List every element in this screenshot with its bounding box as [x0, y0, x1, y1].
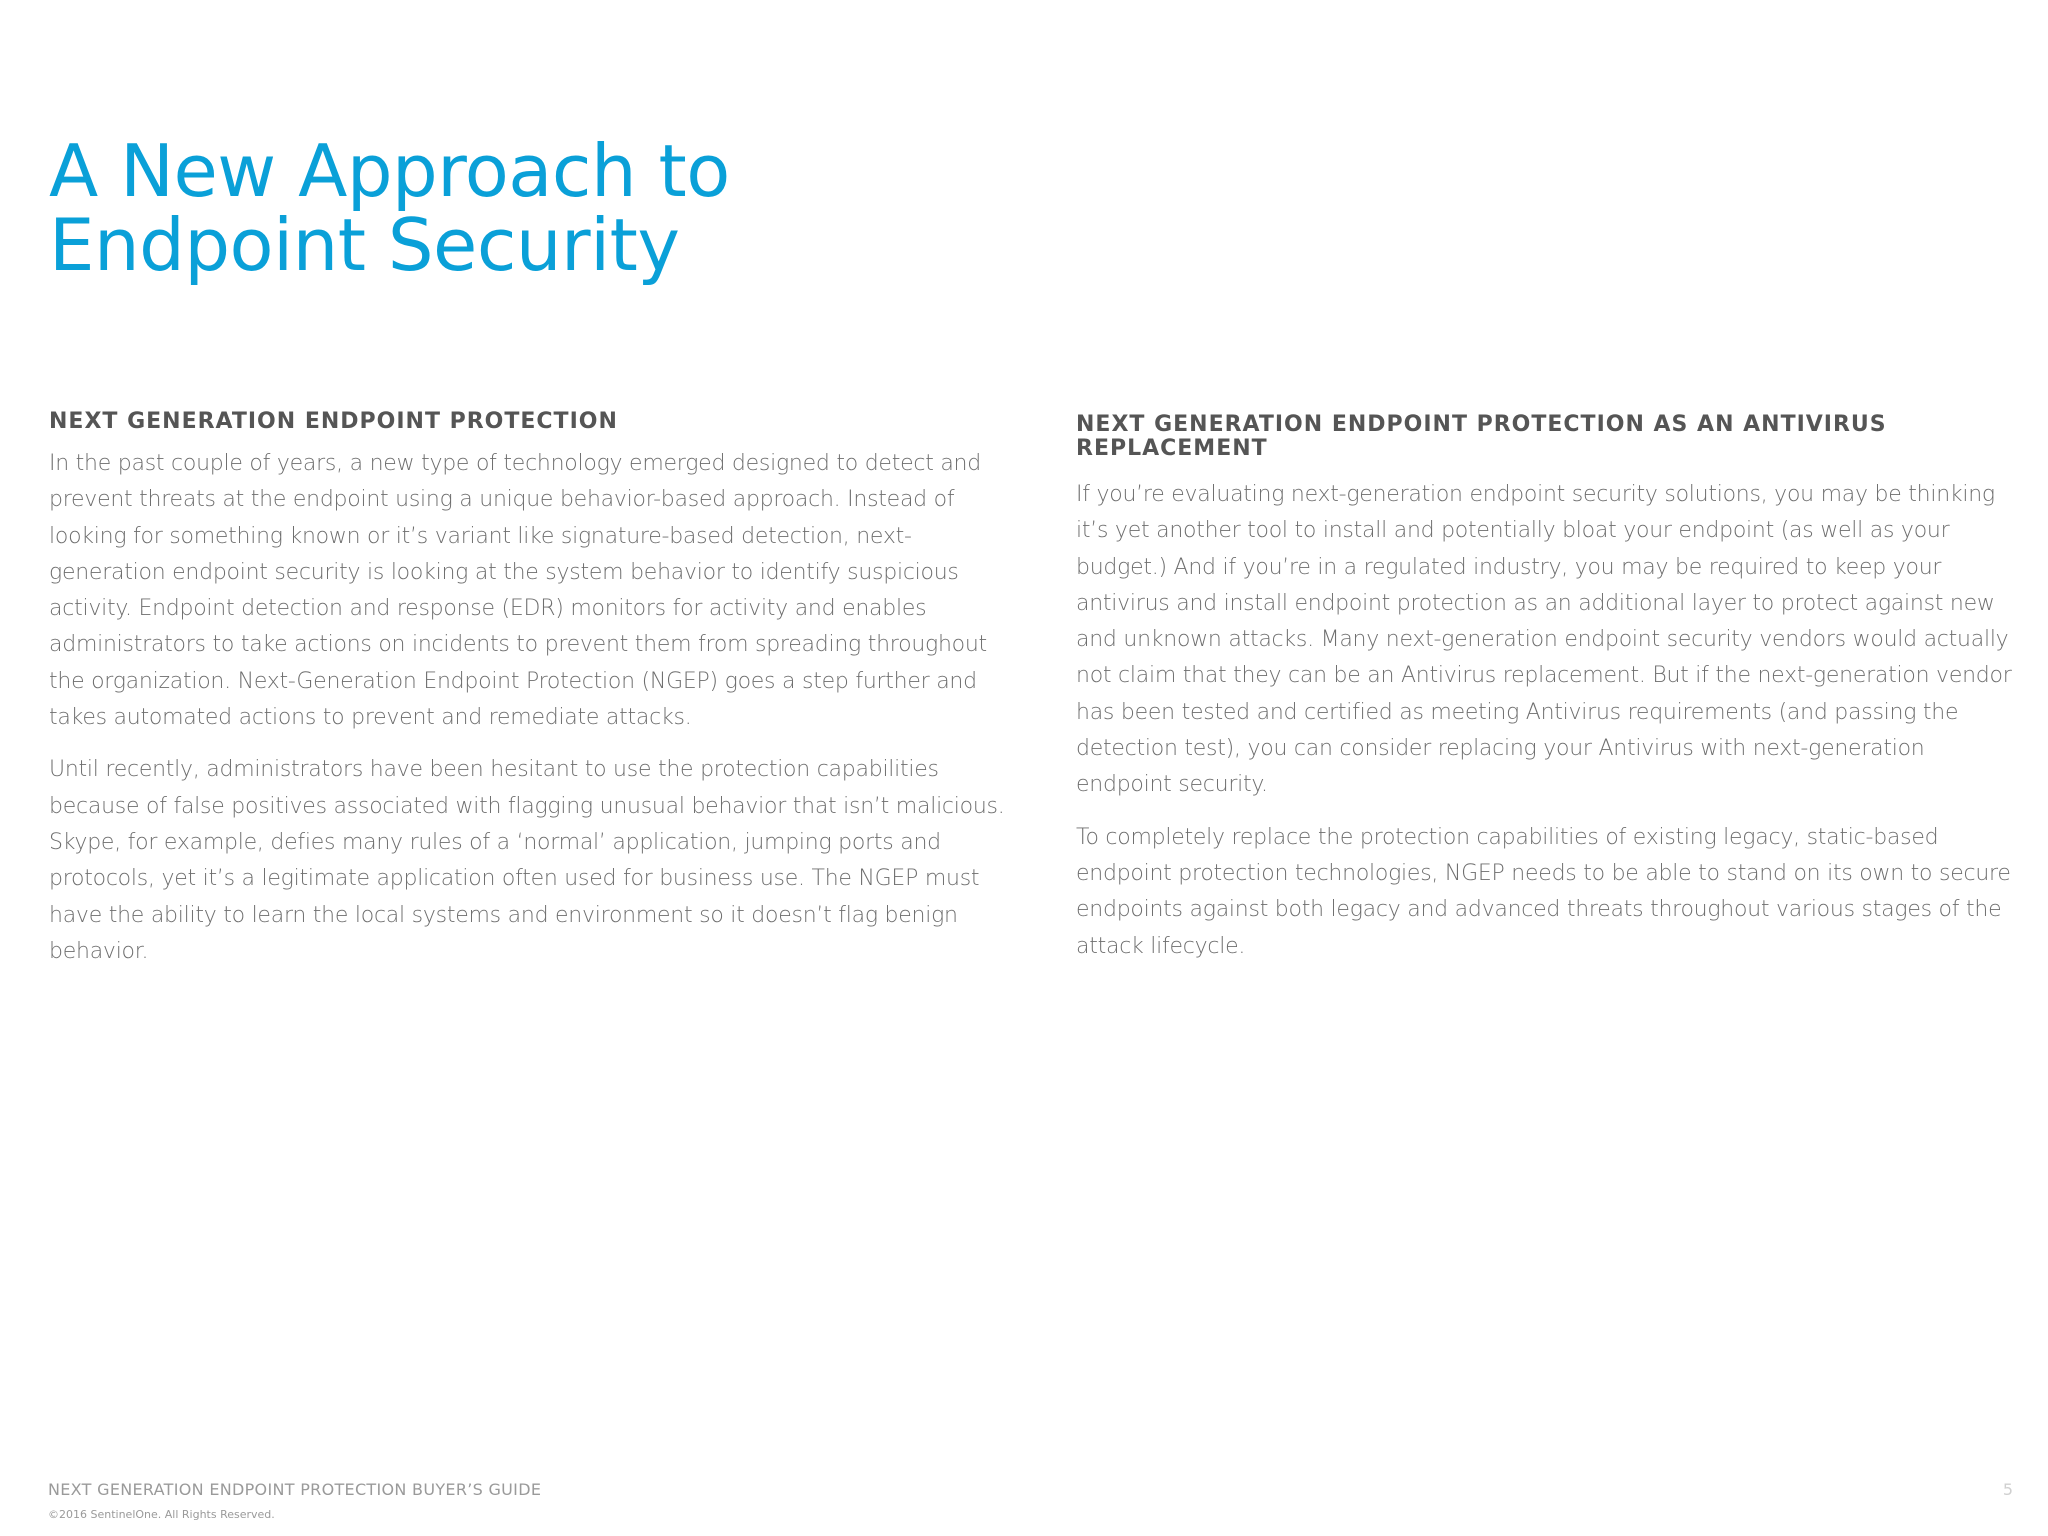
right-paragraph-1: If you’re evaluating next-generation endpoint security solutions, you may be thinking it’s yet another tool to install and potentially bloat your endpoint (as well as your budget.) And if you’re in a regulated industry, you may be required to keep your antivirus and install endpoint protection as an additional layer to protect against new and unknown attacks. Many next-generation endpoint security vendors would actually not claim that they can be an Antivirus replacement. But if the next-generation vendor has been tested and certified as meeting Antivirus requirements (and passing the detection test), you can consider replacing your Antivirus with next-generation endpoint security.	[1076, 482, 2012, 798]
right-column	[1076, 413, 2016, 981]
page-title-line-2: Endpoint Security	[49, 203, 680, 287]
right-paragraph-2: To completely replace the protection capabilities of existing legacy, static-based endpoint protection technologies, NGEP needs to be able to stand on its own to secure endpoints against both legacy and advanced threats throughout various stages of the attack lifecycle.	[1076, 824, 2011, 959]
page-title	[49, 129, 730, 287]
left-column-heading: NEXT GENERATION ENDPOINT PROTECTION	[49, 409, 618, 434]
footer-copyright: ©2016 SentinelOne. All Rights Reserved.	[48, 1508, 275, 1521]
page-number: 5	[2002, 1480, 2013, 1499]
left-column	[49, 410, 1009, 986]
left-paragraph-1: In the past couple of years, a new type of technology emerged designed to detect and prevent threats at the endpoint using a unique behavior-based approach. Instead of looking for something known or it’s variant like signature-based detection, next-generation endpoint security is looking at the system behavior to identify suspicious activity. Endpoint detection and response (EDR) monitors for activity and enables administrators to take actions on incidents to prevent them from spreading throughout the organization. Next-Generation Endpoint Protection (NGEP) goes a step further and takes automated actions to prevent and remediate attacks.	[49, 451, 987, 731]
right-column-heading: NEXT GENERATION ENDPOINT PROTECTION AS AN ANTIVIRUS REPLACEMENT	[1076, 412, 1887, 461]
page-title-line-1: A New Approach to	[49, 129, 730, 213]
left-paragraph-2: Until recently, administrators have been hesitant to use the protection capabilities because of false positives associated with flagging unusual behavior that isn’t malicious. Skype, for example, defies many rules of a ‘normal’ application, jumping ports and protocols, yet it’s a legitimate application often used for business use. The NGEP must have the ability to learn the local systems and environment so it doesn’t flag benign behavior.	[49, 757, 1005, 964]
footer-guide-title: NEXT GENERATION ENDPOINT PROTECTION BUYER’S GUIDE	[48, 1480, 542, 1499]
